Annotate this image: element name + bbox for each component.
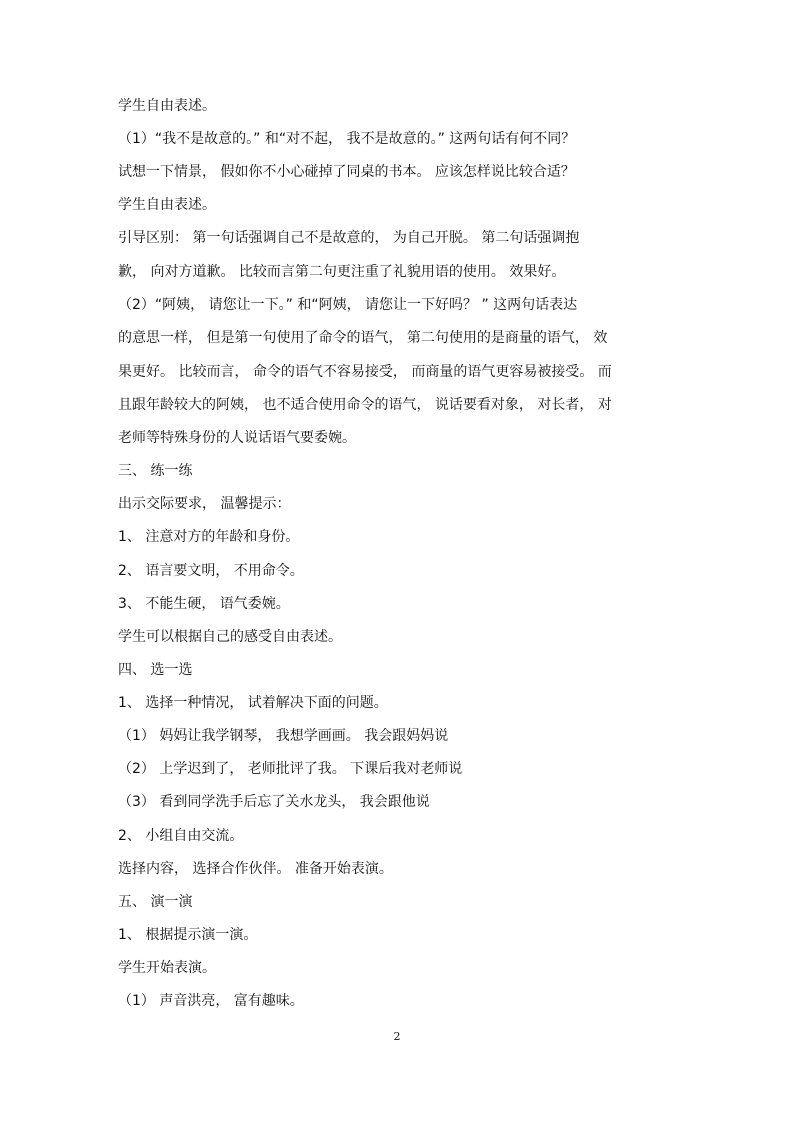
list-item: （3） 看到同学洗手后忘了关水龙头， 我会跟他说	[118, 794, 430, 810]
text-line: 学生自由表述。	[118, 98, 216, 114]
list-item: 1、 选择一种情况， 试着解决下面的问题。	[118, 695, 388, 711]
text-line: 且跟年龄较大的阿姨， 也不适合使用命令的语气， 说话要看对象， 对长者， 对	[118, 397, 612, 413]
text-line: 学生自由表述。	[118, 197, 216, 213]
section-heading: 三、 练一练	[118, 463, 193, 479]
list-item: （1） 妈妈让我学钢琴， 我想学画画。 我会跟妈妈说	[118, 728, 449, 744]
list-item: 2、 语言要文明， 不用命令。	[118, 563, 304, 579]
text-line: 的意思一样， 但是第一句使用了命令的语气， 第二句使用的是商量的语气， 效	[118, 330, 608, 346]
list-item: （2） 上学迟到了， 老师批评了我。 下课后我对老师说	[118, 761, 463, 777]
list-item: 1、 注意对方的年龄和身份。	[118, 529, 300, 545]
section-heading: 四、 选一选	[118, 662, 193, 678]
text-line: 老师等特殊身份的人说话语气要委婉。	[118, 430, 356, 446]
list-item: 3、 不能生硬， 语气委婉。	[118, 596, 290, 612]
text-line: 出示交际要求， 温馨提示：	[118, 496, 291, 512]
text-line: （2）“阿姨， 请您让一下。” 和“阿姨， 请您让一下好吗？ ” 这两句话表达	[118, 297, 578, 313]
list-item: 2、 小组自由交流。	[118, 828, 244, 844]
text-line: （1）“我不是故意的。” 和“对不起， 我不是故意的。” 这两句话有何不同？	[118, 131, 576, 147]
text-line: 果更好。 比较而言， 命令的语气不容易接受， 而商量的语气更容易被接受。 而	[118, 364, 612, 380]
list-item: 1、 根据提示演一演。	[118, 927, 258, 943]
text-line: 歉， 向对方道歉。 比较而言第二句更注重了礼貌用语的使用。 效果好。	[118, 264, 566, 280]
text-line: 选择内容， 选择合作伙伴。 准备开始表演。	[118, 861, 393, 877]
text-line: 试想一下情景， 假如你不小心碰掉了同桌的书本。 应该怎样说比较合适？	[118, 164, 575, 180]
page-number: 2	[393, 1030, 401, 1043]
list-item: （1） 声音洪亮， 富有趣味。	[118, 993, 304, 1009]
text-line: 学生开始表演。	[118, 960, 216, 976]
text-line: 学生可以根据自己的感受自由表述。	[118, 629, 342, 645]
text-line: 引导区别： 第一句话强调自己不是故意的， 为自己开脱。 第二句话强调抱	[118, 230, 580, 246]
section-heading: 五、 演一演	[118, 894, 193, 910]
